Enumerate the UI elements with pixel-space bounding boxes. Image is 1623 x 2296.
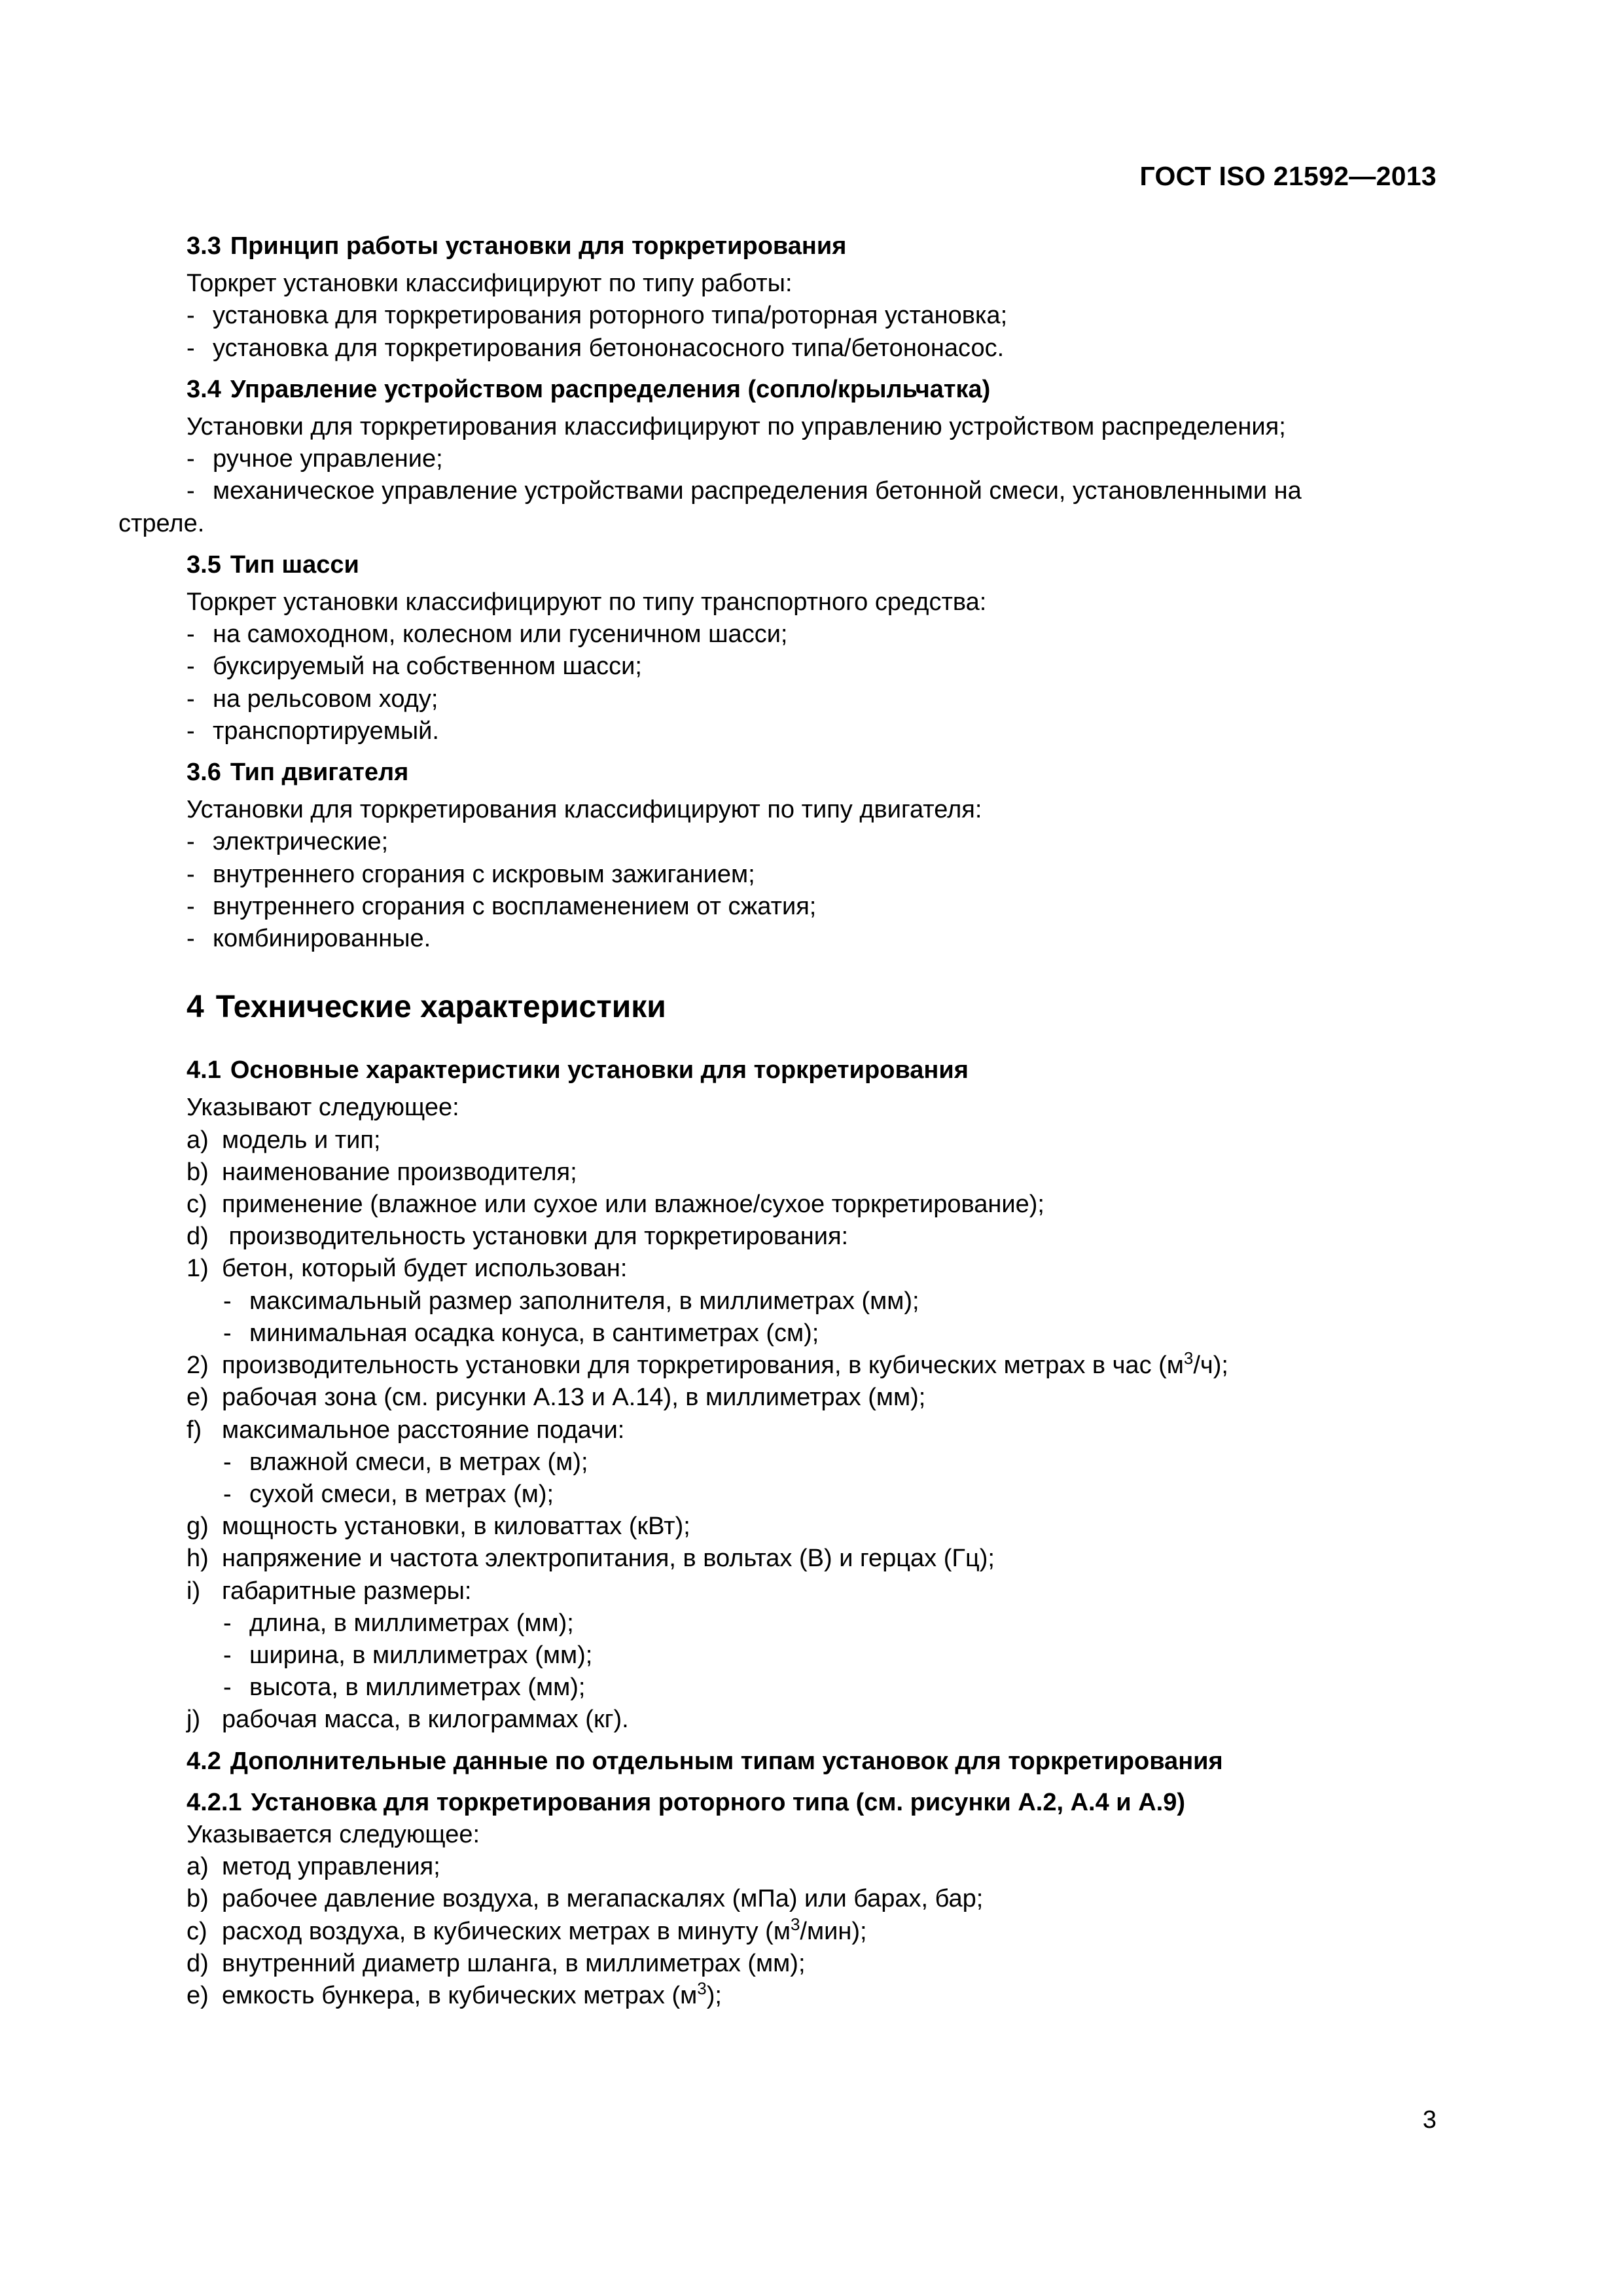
section-4-2-1-intro: Указывается следующее:	[187, 1820, 480, 1848]
section-3-3-intro: Торкрет установки классифицируют по типу работы:	[187, 270, 793, 298]
document-header: ГОСТ ISO 21592—2013	[1139, 161, 1436, 191]
list-item: f) максимальное расстояние подачи:	[187, 1416, 625, 1444]
section-3-5-heading: 3.5 Тип шасси	[187, 550, 359, 579]
list-item: d) внутренний диаметр шланга, в миллиметрах (мм);	[187, 1949, 806, 1977]
list-item-continuation: стреле.	[118, 509, 205, 537]
list-item: - электрические;	[187, 828, 389, 856]
list-item: h) напряжение и частота электропитания, в вольтах (В) и герцах (Гц);	[187, 1545, 995, 1573]
list-item: - внутреннего сгорания с воспламенением от сжатия;	[187, 892, 817, 920]
list-item: - на рельсовом ходу;	[187, 685, 438, 713]
list-item: c) расход воздуха, в кубических метрах в минуту $(м^3/мин)$;	[187, 1914, 867, 1945]
list-item: c) применение (влажное или сухое или влажное/сухое торкретирование);	[187, 1191, 1044, 1219]
section-3-4-intro: Установки для торкретирования классифицируют по управлению устройством распределения;	[187, 413, 1286, 441]
section-4-1-heading: 4.1 Основные характеристики установки для торкретирования	[187, 1056, 969, 1085]
list-item: - внутреннего сгорания с искровым зажиганием;	[187, 860, 755, 888]
section-3-5-intro: Торкрет установки классифицируют по типу транспортного средства:	[187, 588, 987, 617]
list-item: a) модель и тип;	[187, 1126, 381, 1154]
list-item: g) мощность установки, в киловаттах (кВт);	[187, 1513, 690, 1541]
list-item: - ручное управление;	[187, 445, 443, 473]
list-item: - транспортируемый.	[187, 717, 439, 745]
list-item: 1) бетон, который будет использован:	[187, 1255, 628, 1283]
section-4-2-1-heading: 4.2.1 Установка для торкретирования роторного типа (см. рисунки А.2, А.4 и А.9)	[187, 1788, 1185, 1816]
list-item: d) производительность установки для торкретирования:	[187, 1223, 849, 1251]
page-number: 3	[1422, 2106, 1436, 2134]
list-item: - механическое управление устройствами распределения бетонной смеси, установленными на	[187, 477, 1302, 505]
list-item: a) метод управления;	[187, 1853, 440, 1881]
list-item: b) рабочее давление воздуха, в мегапаскалях (мПа) или барах, бар;	[187, 1885, 984, 1913]
list-item: b) наименование производителя;	[187, 1158, 577, 1186]
list-item: j) рабочая масса, в килограммах (кг).	[187, 1706, 629, 1734]
list-item: - сухой смеси, в метрах (м);	[223, 1480, 554, 1508]
list-item: - буксируемый на собственном шасси;	[187, 653, 642, 681]
list-item: e) емкость бункера, в кубических метрах $(м^3)$;	[187, 1978, 722, 2009]
section-4-heading: 4 Технические характеристики	[187, 990, 666, 1025]
section-3-6-intro: Установки для торкретирования классифицируют по типу двигателя:	[187, 796, 982, 824]
list-item: - на самоходном, колесном или гусеничном шасси;	[187, 620, 788, 649]
list-item: - комбинированные.	[187, 925, 431, 953]
list-item: i) габаритные размеры:	[187, 1577, 472, 1605]
list-item: - ширина, в миллиметрах (мм);	[223, 1641, 593, 1669]
list-item: - установка для торкретирования роторного типа/роторная установка;	[187, 302, 1008, 330]
list-item: - высота, в миллиметрах (мм);	[223, 1674, 586, 1702]
section-4-2-heading: 4.2 Дополнительные данные по отдельным типам установок для торкретирования	[187, 1747, 1223, 1775]
list-item: e) рабочая зона (см. рисунки А.13 и А.14), в миллиметрах (мм);	[187, 1384, 926, 1412]
list-item: - максимальный размер заполнителя, в миллиметрах (мм);	[223, 1287, 919, 1315]
section-3-3-heading: 3.3 Принцип работы установки для торкретирования	[187, 232, 847, 260]
section-4-1-intro: Указывают следующее:	[187, 1094, 459, 1122]
list-item: - минимальная осадка конуса, в сантиметрах (см);	[223, 1319, 819, 1347]
list-item: - установка для торкретирования бетононасосного типа/бетононасос.	[187, 334, 1005, 362]
section-3-6-heading: 3.6 Тип двигателя	[187, 759, 409, 787]
list-item: - длина, в миллиметрах (мм);	[223, 1609, 574, 1637]
document-body	[118, 230, 1436, 2012]
list-item: - влажной смеси, в метрах (м);	[223, 1448, 588, 1476]
list-item: 2) производительность установки для торкретирования, в кубических метрах в час $(м^3/ч)$;	[187, 1348, 1228, 1380]
section-3-4-heading: 3.4 Управление устройством распределения (сопло/крыльчатка)	[187, 375, 991, 403]
